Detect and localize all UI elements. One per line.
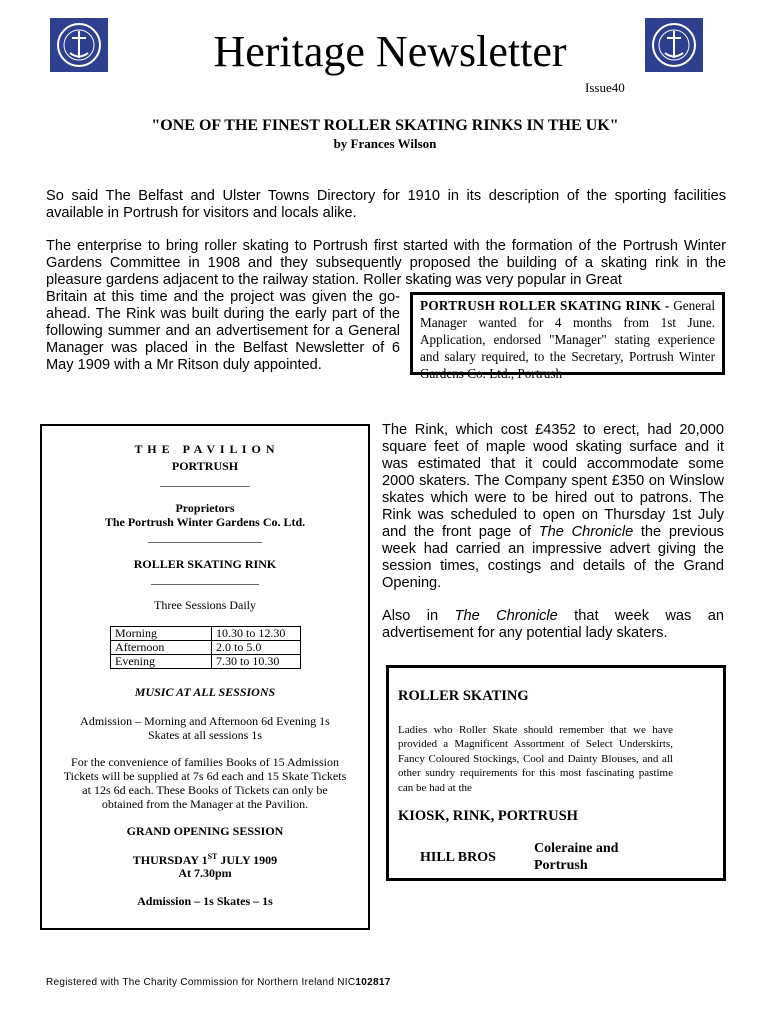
table-row bbox=[111, 641, 301, 655]
shop-towns-line-2: Portrush bbox=[534, 858, 588, 873]
pavilion-title: T H E P A V I L I O N bbox=[134, 442, 276, 456]
issue-number: Issue40 bbox=[585, 80, 625, 95]
paragraph-4-text: The Rink, which cost £4352 to erect, had 20,000 square feet of maple wood skating surface and it was estimated that it could accommodate some 2000 skaters. The Company spent £350 on Winslow skates which were to be hired out to patrons. The Rink was scheduled to open on Thursday 1st July and the front page of bbox=[382, 422, 724, 540]
article-paragraph-5 bbox=[382, 608, 724, 642]
date-suffix: ST bbox=[207, 852, 218, 861]
paragraph-5-text: Also in bbox=[382, 608, 455, 624]
grand-opening-time: At 7.30pm bbox=[178, 866, 232, 880]
families-line-3: at 12s 6d each. These Books of Tickets can only be bbox=[82, 783, 328, 797]
pavilion-location: PORTRUSH bbox=[171, 459, 239, 473]
pavilion-rule-1: _______________ bbox=[160, 474, 250, 488]
families-line-4: obtained from the Manager at the Pavilion. bbox=[101, 797, 309, 811]
pavilion-rule-2: ___________________ bbox=[148, 530, 262, 544]
kiosk-heading: KIOSK, RINK, PORTRUSH bbox=[398, 808, 578, 824]
publication-name: The Chronicle bbox=[538, 524, 634, 540]
left-logo bbox=[50, 18, 108, 72]
session-name: Evening bbox=[111, 655, 212, 669]
newsletter-title: Heritage Newsletter bbox=[213, 27, 567, 76]
session-name: Morning bbox=[111, 627, 212, 641]
paragraph-5-text-end: that week was an advertisement for any potential lady skaters. bbox=[382, 608, 724, 641]
date-text-end: JULY 1909 bbox=[217, 853, 278, 867]
ladies-advert-title: ROLLER SKATING bbox=[398, 688, 529, 704]
table-row bbox=[111, 627, 301, 641]
shop-towns-line-1: Coleraine and bbox=[534, 841, 619, 856]
footer-text: Registered with The Charity Commission for Northern Ireland NIC bbox=[46, 977, 356, 988]
article-byline: by Frances Wilson bbox=[333, 136, 437, 151]
society-crest-icon bbox=[645, 18, 703, 72]
table-row bbox=[111, 655, 301, 669]
right-logo bbox=[645, 18, 703, 72]
ladies-advert-body: Ladies who Roller Skate should remember that we have provided a Magnificent Assortment of Select Underskirts, Fancy Coloured Stockings, Cool and Dainty Blouses, and all other sundry requirements for this most fascinating pastime can be had at the bbox=[398, 724, 673, 794]
session-time: 10.30 to 12.30 bbox=[212, 627, 301, 641]
manager-advert-box bbox=[410, 292, 725, 381]
ladies-advert-box bbox=[386, 665, 726, 881]
article-paragraph-2: The enterprise to bring roller skating to Portrush first started with the formation of the Portrush Winter Gardens Committee in 1908 and they subsequently proposed the building of a skating rink in the pleasure gardens adjacent to the railway station. Roller skating was very popular in Great bbox=[46, 238, 726, 288]
manager-advert-heading: PORTRUSH ROLLER SKATING RINK bbox=[420, 298, 662, 313]
date-text: THURSDAY 1 bbox=[132, 853, 208, 867]
charity-number: 102817 bbox=[355, 977, 391, 988]
pavilion-advert-box bbox=[40, 424, 370, 930]
publication-name: The Chronicle bbox=[454, 608, 558, 624]
session-time: 7.30 to 10.30 bbox=[212, 655, 301, 669]
sessions-table bbox=[110, 626, 301, 669]
admission-line-1: Admission – Morning and Afternoon 6d Evening 1s bbox=[80, 714, 330, 728]
article-paragraph-3: Britain at this time and the project was given the go-ahead. The Rink was built during the early part of the following summer and an advertisement for a General Manager was placed in the Belfast Newsletter of 6 May 1909 with a Mr Ritson duly appointed. bbox=[46, 289, 400, 373]
proprietors-label: Proprietors bbox=[175, 501, 235, 515]
pavilion-rule-3: __________________ bbox=[151, 572, 259, 586]
grand-opening-heading: GRAND OPENING SESSION bbox=[126, 824, 284, 838]
manager-advert-body: General Manager wanted for 4 months from 1st June. Application, endorsed "Manager" stating experience and salary required, to the Secretary, Portrush Winter Gardens Co. Ltd., Portrush bbox=[420, 298, 716, 381]
sessions-heading: Three Sessions Daily bbox=[154, 598, 256, 612]
proprietors-name: The Portrush Winter Gardens Co. Ltd. bbox=[104, 515, 306, 529]
charity-footer bbox=[46, 977, 391, 988]
families-line-1: For the convenience of families Books of 15 Admission bbox=[71, 755, 339, 769]
music-notice: MUSIC AT ALL SESSIONS bbox=[134, 685, 276, 699]
article-paragraph-1: So said The Belfast and Ulster Towns Directory for 1910 in its description of the sporting facilities available in Portrush for visitors and locals alike. bbox=[46, 188, 726, 221]
session-name: Afternoon bbox=[111, 641, 212, 655]
manager-advert-dash: - bbox=[661, 298, 674, 313]
paragraph-4-text-end: the previous week had carried an impressive advert giving the session times, costings and details of the Grand Opening. bbox=[382, 524, 724, 591]
families-line-2: Tickets will be supplied at 7s 6d each and 15 Skate Tickets bbox=[63, 769, 347, 783]
article-headline: "ONE OF THE FINEST ROLLER SKATING RINKS IN THE UK" bbox=[151, 117, 619, 134]
session-time: 2.0 to 5.0 bbox=[212, 641, 301, 655]
article-paragraph-4 bbox=[382, 422, 724, 592]
admission-line-2: Skates at all sessions 1s bbox=[148, 728, 262, 742]
rink-heading: ROLLER SKATING RINK bbox=[133, 557, 277, 571]
shop-name: HILL BROS bbox=[420, 850, 496, 865]
society-crest-icon bbox=[50, 18, 108, 72]
grand-opening-admission: Admission – 1s Skates – 1s bbox=[137, 894, 273, 908]
